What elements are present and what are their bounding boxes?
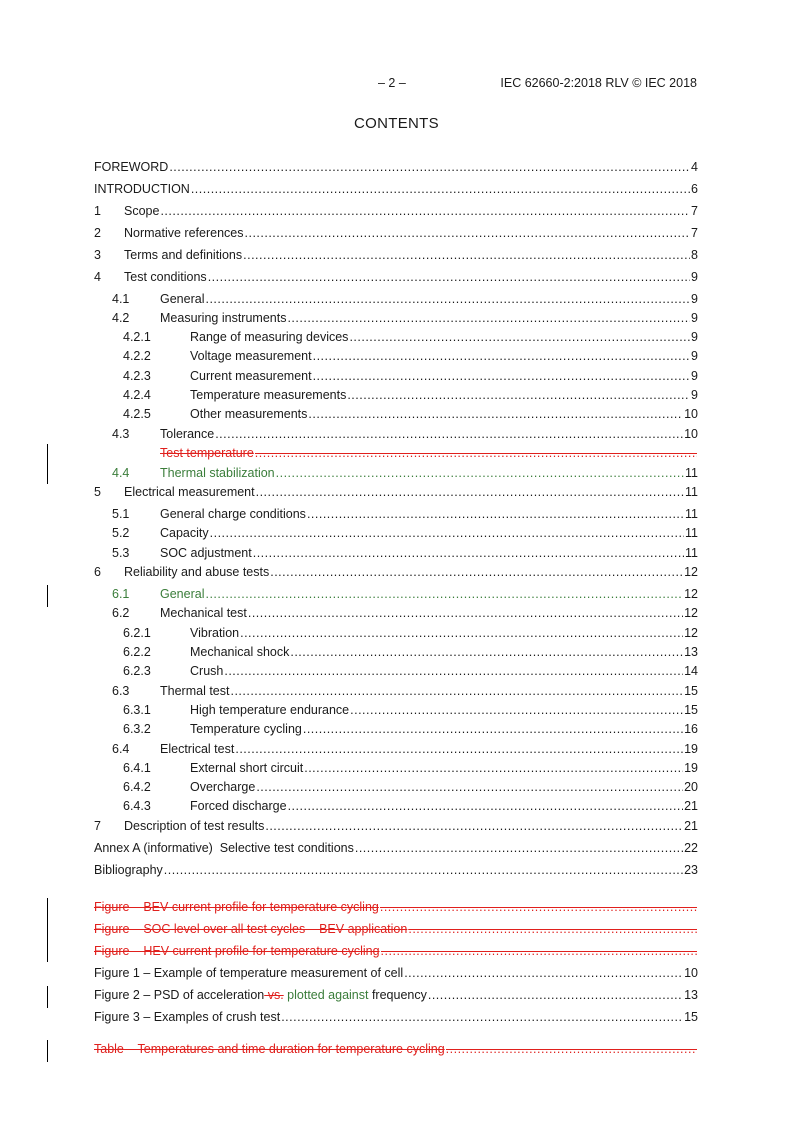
toc-entry-6-3[interactable]: 6.3 Thermal test ..... 15: [94, 683, 698, 699]
page-title: CONTENTS: [354, 115, 439, 132]
toc-entry-bibliography[interactable]: Bibliography ..... 23: [94, 862, 698, 878]
deleted-text: vs.: [264, 988, 284, 1002]
toc-entry-4-4[interactable]: 4.4 Thermal stabilization ..... 11: [94, 465, 698, 481]
toc-entry-introduction[interactable]: INTRODUCTION ..... 6: [94, 181, 698, 197]
toc-entry-2[interactable]: 2 Normative references ..... 7: [94, 225, 698, 241]
toc-entry-7[interactable]: 7 Description of test results ..... 21: [94, 818, 698, 834]
toc-entry-6-4[interactable]: 6.4 Electrical test ..... 19: [94, 741, 698, 757]
toc-entry-4-2[interactable]: 4.2 Measuring instruments ..... 9: [94, 310, 698, 326]
toc-entry-4-2-4[interactable]: 4.2.4 Temperature measurements ..... 9: [94, 387, 698, 403]
inserted-text: plotted against: [283, 988, 369, 1002]
toc-entry-1[interactable]: 1 Scope ..... 7: [94, 203, 698, 219]
toc-entry-4-2-2[interactable]: 4.2.2 Voltage measurement ..... 9: [94, 348, 698, 364]
toc-entry-5[interactable]: 5 Electrical measurement ..... 11: [94, 484, 698, 500]
figure-entry-deleted-hev-current[interactable]: Figure – HEV current profile for temperature cycling .....: [94, 943, 698, 959]
toc-entry-6-2-3[interactable]: 6.2.3 Crush ..... 14: [94, 663, 698, 679]
toc-entry-6[interactable]: 6 Reliability and abuse tests ..... 12: [94, 564, 698, 580]
change-bar: [47, 1040, 48, 1062]
toc-entry-annex-a[interactable]: Annex A (informative) Selective test conditions ..... 22: [94, 840, 698, 856]
toc-entry-4-2-1[interactable]: 4.2.1 Range of measuring devices ..... 9: [94, 329, 698, 345]
change-bar: [47, 986, 48, 1008]
toc-entry-3[interactable]: 3 Terms and definitions ..... 8: [94, 247, 698, 263]
toc-entry-5-2[interactable]: 5.2 Capacity ..... 11: [94, 525, 698, 541]
page-number: – 2 –: [378, 76, 406, 90]
toc-entry-5-3[interactable]: 5.3 SOC adjustment ..... 11: [94, 545, 698, 561]
toc-entry-6-2[interactable]: 6.2 Mechanical test ..... 12: [94, 605, 698, 621]
toc-entry-6-2-1[interactable]: 6.2.1 Vibration ..... 12: [94, 625, 698, 641]
toc-entry-6-4-2[interactable]: 6.4.2 Overcharge ..... 20: [94, 779, 698, 795]
change-bar: [47, 585, 48, 607]
toc-entry-6-3-2[interactable]: 6.3.2 Temperature cycling ..... 16: [94, 721, 698, 737]
document-reference: IEC 62660-2:2018 RLV © IEC 2018: [500, 76, 697, 90]
toc-entry-4-2-5[interactable]: 4.2.5 Other measurements ..... 10: [94, 406, 698, 422]
figure-entry-2[interactable]: Figure 2 – PSD of acceleration vs. plotted against frequency ..... 13: [94, 987, 698, 1003]
page-header: [0, 76, 793, 92]
figure-entry-deleted-bev-current[interactable]: Figure – BEV current profile for temperature cycling .....: [94, 899, 698, 915]
table-entry-deleted-temperatures[interactable]: Table – Temperatures and time duration for temperature cycling .....: [94, 1041, 698, 1057]
figure-entry-1[interactable]: Figure 1 – Example of temperature measurement of cell ..... 10: [94, 965, 698, 981]
toc-entry-foreword[interactable]: FOREWORD ..... 4: [94, 159, 698, 175]
toc-entry-4-1[interactable]: 4.1 General ..... 9: [94, 291, 698, 307]
toc-entry-6-4-1[interactable]: 6.4.1 External short circuit ..... 19: [94, 760, 698, 776]
toc-entry-6-4-3[interactable]: 6.4.3 Forced discharge ..... 21: [94, 798, 698, 814]
toc-entry-4-3[interactable]: 4.3 Tolerance ..... 10: [94, 426, 698, 442]
toc-entry-4[interactable]: 4 Test conditions ..... 9: [94, 269, 698, 285]
figure-entry-3[interactable]: Figure 3 – Examples of crush test ..... 15: [94, 1009, 698, 1025]
change-bar: [47, 898, 48, 962]
toc-entry-6-3-1[interactable]: 6.3.1 High temperature endurance ..... 15: [94, 702, 698, 718]
figure-entry-deleted-soc-level[interactable]: Figure – SOC level over all test cycles – BEV application .....: [94, 921, 698, 937]
toc-entry-deleted-test-temperature[interactable]: Test temperature .....: [94, 445, 698, 461]
change-bar: [47, 444, 48, 484]
toc-entry-4-2-3[interactable]: 4.2.3 Current measurement ..... 9: [94, 368, 698, 384]
toc-entry-5-1[interactable]: 5.1 General charge conditions ..... 11: [94, 506, 698, 522]
toc-entry-6-2-2[interactable]: 6.2.2 Mechanical shock ..... 13: [94, 644, 698, 660]
toc-entry-6-1[interactable]: 6.1 General ..... 12: [94, 586, 698, 602]
